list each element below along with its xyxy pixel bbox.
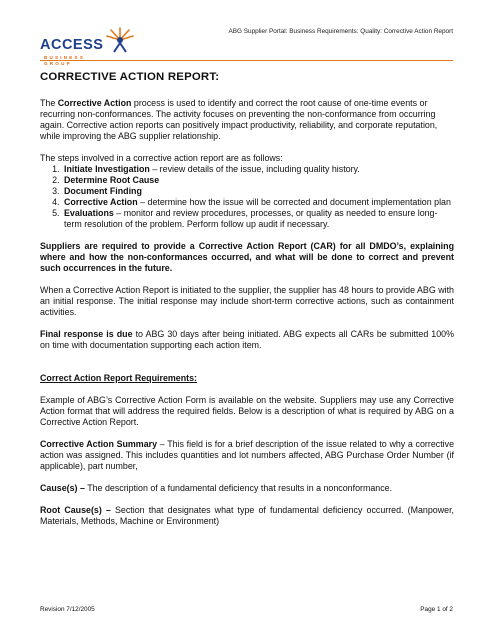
summary-paragraph: Corrective Action Summary – This field is for a brief description of the issue related to why a corrective action was assigned. This includes quantities and lot numbers affected, ABG Purchase Order Number (if applicable), part number, bbox=[40, 439, 455, 471]
document-body bbox=[40, 71, 454, 527]
list-item: 5. Evaluations – monitor and review procedures, processes, or quality as needed to ensure long-term resolution of the problem. Perform follow up audit if necessary. bbox=[62, 208, 454, 230]
intro-paragraph: The Corrective Action process is used to identify and correct the root cause of one-time events or recurring non-conformances. The activity focuses on preventing the non-conformance from occurring again. Corrective action reports can positively impact productivity, reliability, and corporate reputation, while improving the ABG supplier relationship. bbox=[40, 98, 438, 141]
steps-list bbox=[40, 164, 454, 230]
final-response-paragraph: Final response is due to ABG 30 days after being initiated. ABG expects all CARs be submitted 100% on time with documentation supporting each action item. bbox=[40, 329, 455, 350]
section-heading: Correct Action Report Requirements: bbox=[40, 373, 197, 383]
causes-paragraph: Cause(s) – The description of a fundamental deficiency that results in a nonconformance. bbox=[40, 483, 393, 493]
page-number: Page 1 of 2 bbox=[420, 606, 453, 613]
header-rule bbox=[40, 60, 453, 61]
running-header: ABG Supplier Portal: Business Requirements: Quality: Corrective Action Report bbox=[228, 28, 453, 35]
root-causes-paragraph: Root Cause(s) – Section that designates what type of fundamental deficiency occurred. (Manpower, Materials, Methods, Machine or Environment) bbox=[40, 505, 455, 526]
list-item: 3. Document Finding bbox=[62, 186, 454, 197]
steps-intro: The steps involved in a corrective action report are as follows: bbox=[40, 153, 283, 163]
star-figure-icon bbox=[102, 26, 138, 54]
example-paragraph: Example of ABG’s Corrective Action Form is available on the website. Suppliers may use any Corrective Action format that will address the required fields. Below is a description of what is required by ABG on a Corrective Action Report. bbox=[40, 395, 454, 427]
logo-wordmark: ACCESS bbox=[40, 37, 104, 53]
logo-subtitle-business: BUSINESS bbox=[44, 55, 86, 60]
list-item: 4. Corrective Action – determine how the issue will be corrected and document implementation plan bbox=[62, 197, 454, 208]
initiation-paragraph: When a Corrective Action Report is initiated to the supplier, the supplier has 48 hours to provide ABG with an initial response. The initial response may include short-term corrective actions, such as containment activities. bbox=[40, 285, 454, 317]
logo-subtitle-group: GROUP bbox=[44, 61, 72, 66]
revision-footer: Revision 7/12/2005 bbox=[40, 606, 95, 613]
list-item: 2. Determine Root Cause bbox=[62, 175, 454, 186]
requirement-paragraph: Suppliers are required to provide a Corrective Action Report (CAR) for all DMDO’s, explaining where and how the non-conformances occurred, and what will be done to correct and prevent such occurrences in the future. bbox=[40, 241, 454, 273]
list-item: 1. Initiate Investigation – review details of the issue, including quality history. bbox=[62, 164, 454, 175]
page-title: CORRECTIVE ACTION REPORT: bbox=[40, 71, 220, 83]
